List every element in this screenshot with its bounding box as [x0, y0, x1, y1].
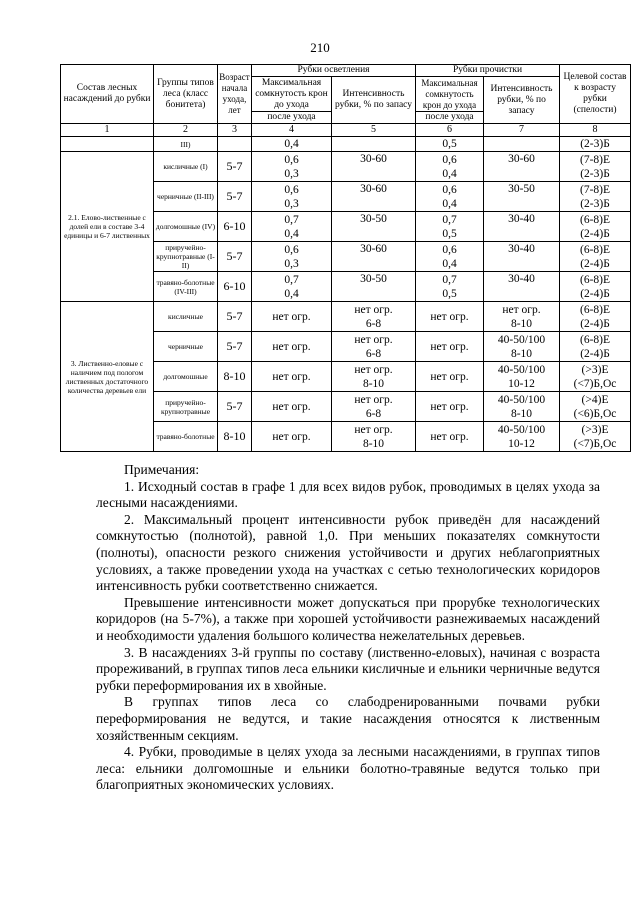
target-other: (2-4)Б: [580, 257, 610, 270]
group-label: травяно-болотные (IV-III): [154, 272, 218, 302]
table-row: [61, 302, 631, 332]
age-value: 5-7: [218, 302, 252, 332]
note-2b: Превышение интенсивности может допускаться при прорубке технологических коридоров (на 5-7%), а также при хорошей устойчивости разнеживаемых насаждений и необходимости удаления большого количества нежелательных деревьев.: [96, 594, 600, 643]
target-other: (2-3)Б: [580, 167, 610, 180]
density-value-2: нет огр.: [416, 332, 484, 362]
target-other: (2-4)Б: [580, 317, 610, 330]
density-after: 0,4: [284, 227, 299, 240]
intensity-cleaning-a: нет огр.: [502, 303, 541, 316]
group-label: черничные: [154, 332, 218, 362]
target-spruce: (>3)Е: [581, 363, 609, 376]
col-num-7: 7: [484, 124, 560, 137]
intensity-cleaning-b: 8-10: [510, 407, 533, 420]
group-label: приручейно-крупнотравные (I-II): [154, 242, 218, 272]
carry-age: [218, 137, 252, 152]
intensity-thinning-a: нет огр.: [354, 423, 393, 436]
table-row: [61, 152, 631, 182]
target-other: (<7)Б,Ос: [573, 437, 617, 450]
age-value: 5-7: [218, 182, 252, 212]
density-value-2: нет огр.: [416, 422, 484, 452]
group-label: долгомошные: [154, 362, 218, 392]
intensity-thinning-b: 8-10: [362, 437, 385, 450]
density-before-2: 0,6: [442, 243, 457, 256]
target-spruce: (>3)Е: [581, 423, 609, 436]
note-3: 3. В насаждениях 3-й группы по составу (лиственно-еловых), начиная с возраста прореживаний, в группах типов леса ельники кисличные и ельники черничные ведутся рубки переформирования их в хвойные.: [96, 644, 600, 693]
density-before: 0,6: [284, 243, 299, 256]
intensity-thinning-b: 6-8: [365, 347, 382, 360]
note-2: 2. Максимальный процент интенсивности рубок приведён для насаждений сомкнутостью (полнотой), равной 1,0. При меньших показателях сомкнутости (полноты), опасности резкого снижения устойчивости и других неблагоприятных условиях, а также проведении ухода на участках с сетью технологических коридоров интенсивность рубки соответственно снижается.: [96, 511, 600, 594]
note-1: 1. Исходный состав в графе 1 для всех видов рубок, проводимых в целях ухода за лесными насаждениями.: [96, 478, 600, 511]
intensity-cleaning-b: 10-12: [508, 377, 535, 390]
col-num-6: 6: [416, 124, 484, 137]
intensity-cleaning-a: 40-50/100: [497, 333, 546, 346]
target-spruce: (>4)Е: [581, 393, 609, 406]
header-after-care-2: после ухода: [416, 112, 484, 124]
forest-care-table: [60, 64, 631, 452]
age-value: 6-10: [218, 272, 252, 302]
intensity-cleaning: 30-40: [484, 242, 560, 272]
density-before: 0,6: [284, 153, 299, 166]
intensity-cleaning: 30-40: [484, 212, 560, 242]
intensity-thinning: 30-50: [332, 272, 416, 302]
intensity-cleaning-b: 10-12: [508, 437, 535, 450]
col-num-5: 5: [332, 124, 416, 137]
density-value: нет огр.: [252, 392, 332, 422]
header-max-density-1: Максимальная сомкнутость крон до ухода: [252, 77, 332, 112]
intensity-thinning-a: нет огр.: [354, 333, 393, 346]
intensity-cleaning: 30-50: [484, 182, 560, 212]
density-after-2: 0,5: [442, 287, 457, 300]
density-value: нет огр.: [252, 332, 332, 362]
target-spruce: (6-8)Е: [580, 213, 611, 226]
group-label: приручейно-крупнотравные: [154, 392, 218, 422]
intensity-cleaning-a: 40-50/100: [497, 423, 546, 436]
density-before-2: 0,7: [442, 273, 457, 286]
intensity-thinning-b: 6-8: [365, 317, 382, 330]
target-other: (2-3)Б: [580, 197, 610, 210]
intensity-thinning-a: нет огр.: [354, 393, 393, 406]
intensity-cleaning-a: 40-50/100: [497, 363, 546, 376]
density-value: нет огр.: [252, 302, 332, 332]
group-label: черничные (II-III): [154, 182, 218, 212]
target-spruce: (6-8)Е: [580, 243, 611, 256]
intensity-thinning-b: 6-8: [365, 407, 382, 420]
carry-c5: [332, 137, 416, 152]
age-value: 6-10: [218, 212, 252, 242]
header-composition: Состав лесных насаждений до рубки: [61, 65, 154, 124]
intensity-thinning-a: нет огр.: [354, 303, 393, 316]
header-intensity-2: Интенсивность рубки, % по запасу: [484, 77, 560, 124]
target-spruce: (6-8)Е: [580, 273, 611, 286]
density-before-2: 0,6: [442, 183, 457, 196]
col-num-4: 4: [252, 124, 332, 137]
section2-label: 2.1. Елово-лиственные с долей ели в составе 3-4 единицы и 6-7 лиственных: [61, 152, 154, 302]
intensity-thinning-a: нет огр.: [354, 363, 393, 376]
target-spruce: (7-8)Е: [580, 183, 611, 196]
page-number: 210: [310, 40, 330, 55]
carry-c4: 0,4: [252, 137, 332, 152]
density-value-2: нет огр.: [416, 392, 484, 422]
notes-title: Примечания:: [124, 462, 200, 477]
density-before-2: 0,7: [442, 213, 457, 226]
target-other: (<7)Б,Ос: [573, 377, 617, 390]
target-other: (2-4)Б: [580, 227, 610, 240]
density-after: 0,3: [284, 197, 299, 210]
header-age: Возраст начала ухода, лет: [218, 65, 252, 124]
age-value: 8-10: [218, 362, 252, 392]
density-value: нет огр.: [252, 362, 332, 392]
density-value-2: нет огр.: [416, 362, 484, 392]
density-after-2: 0,4: [442, 197, 457, 210]
carry-c6: 0,5: [416, 137, 484, 152]
col-num-2: 2: [154, 124, 218, 137]
density-before-2: 0,6: [442, 153, 457, 166]
note-3b: В группах типов леса со слабодренированными почвами рубки переформирования не ведутся, и такие насаждения относятся к лиственным хозяйственным секциям.: [96, 694, 600, 743]
age-value: 5-7: [218, 392, 252, 422]
header-cleaning: Рубки прочистки: [416, 65, 560, 77]
header-forest-groups: Группы типов леса (класс бонитета): [154, 65, 218, 124]
target-spruce: (6-8)Е: [580, 333, 611, 346]
density-value-2: нет огр.: [416, 302, 484, 332]
density-value: нет огр.: [252, 422, 332, 452]
density-after: 0,3: [284, 167, 299, 180]
age-value: 5-7: [218, 242, 252, 272]
group-label: травяно-болотные: [154, 422, 218, 452]
target-other: (2-4)Б: [580, 287, 610, 300]
density-after-2: 0,4: [442, 167, 457, 180]
density-before: 0,7: [284, 273, 299, 286]
intensity-thinning: 30-50: [332, 212, 416, 242]
header-thinning: Рубки осветления: [252, 65, 416, 77]
group-label: долгомошные (IV): [154, 212, 218, 242]
note-4: 4. Рубки, проводимые в целях ухода за лесными насаждениями, в группах типов леса: ельники долгомошные и ельники болотно-травяные ведутся только при благоприятных экономических условиях.: [96, 744, 600, 793]
col-num-3: 3: [218, 124, 252, 137]
header-intensity-1: Интенсивность рубки, % по запасу: [332, 77, 416, 124]
density-after: 0,3: [284, 257, 299, 270]
age-value: 5-7: [218, 152, 252, 182]
intensity-cleaning-b: 8-10: [510, 347, 533, 360]
target-spruce: (6-8)Е: [580, 303, 611, 316]
carry-group: III): [154, 137, 218, 152]
intensity-thinning: 30-60: [332, 182, 416, 212]
group-label: кисличные: [154, 302, 218, 332]
col-num-1: 1: [61, 124, 154, 137]
intensity-cleaning: 30-40: [484, 272, 560, 302]
target-other: (2-4)Б: [580, 347, 610, 360]
density-after-2: 0,4: [442, 257, 457, 270]
header-target: Целевой состав к возрасту рубки (спелости): [560, 65, 631, 124]
group-label: кисличные (I): [154, 152, 218, 182]
target-spruce: (7-8)Е: [580, 153, 611, 166]
col-num-8: 8: [560, 124, 631, 137]
target-other: (<6)Б,Ос: [573, 407, 617, 420]
notes-section: [96, 462, 600, 794]
header-after-care-1: после ухода: [252, 112, 332, 124]
age-value: 5-7: [218, 332, 252, 362]
density-before: 0,7: [284, 213, 299, 226]
density-before: 0,6: [284, 183, 299, 196]
intensity-thinning: 30-60: [332, 242, 416, 272]
intensity-cleaning: 30-60: [484, 152, 560, 182]
intensity-cleaning-a: 40-50/100: [497, 393, 546, 406]
header-max-density-2: Максимальная сомкнутость крон до ухода: [416, 77, 484, 112]
carry-composition: [61, 137, 154, 152]
density-after: 0,4: [284, 287, 299, 300]
intensity-thinning: 30-60: [332, 152, 416, 182]
carry-c8: (2-3)Б: [560, 137, 631, 152]
intensity-thinning-b: 8-10: [362, 377, 385, 390]
intensity-cleaning-b: 8-10: [510, 317, 533, 330]
age-value: 8-10: [218, 422, 252, 452]
carry-c7: [484, 137, 560, 152]
density-after-2: 0,5: [442, 227, 457, 240]
section3-label: 3. Лиственно-еловые с наличием под пологом лиственных достаточного количества деревьев ели: [61, 302, 154, 452]
